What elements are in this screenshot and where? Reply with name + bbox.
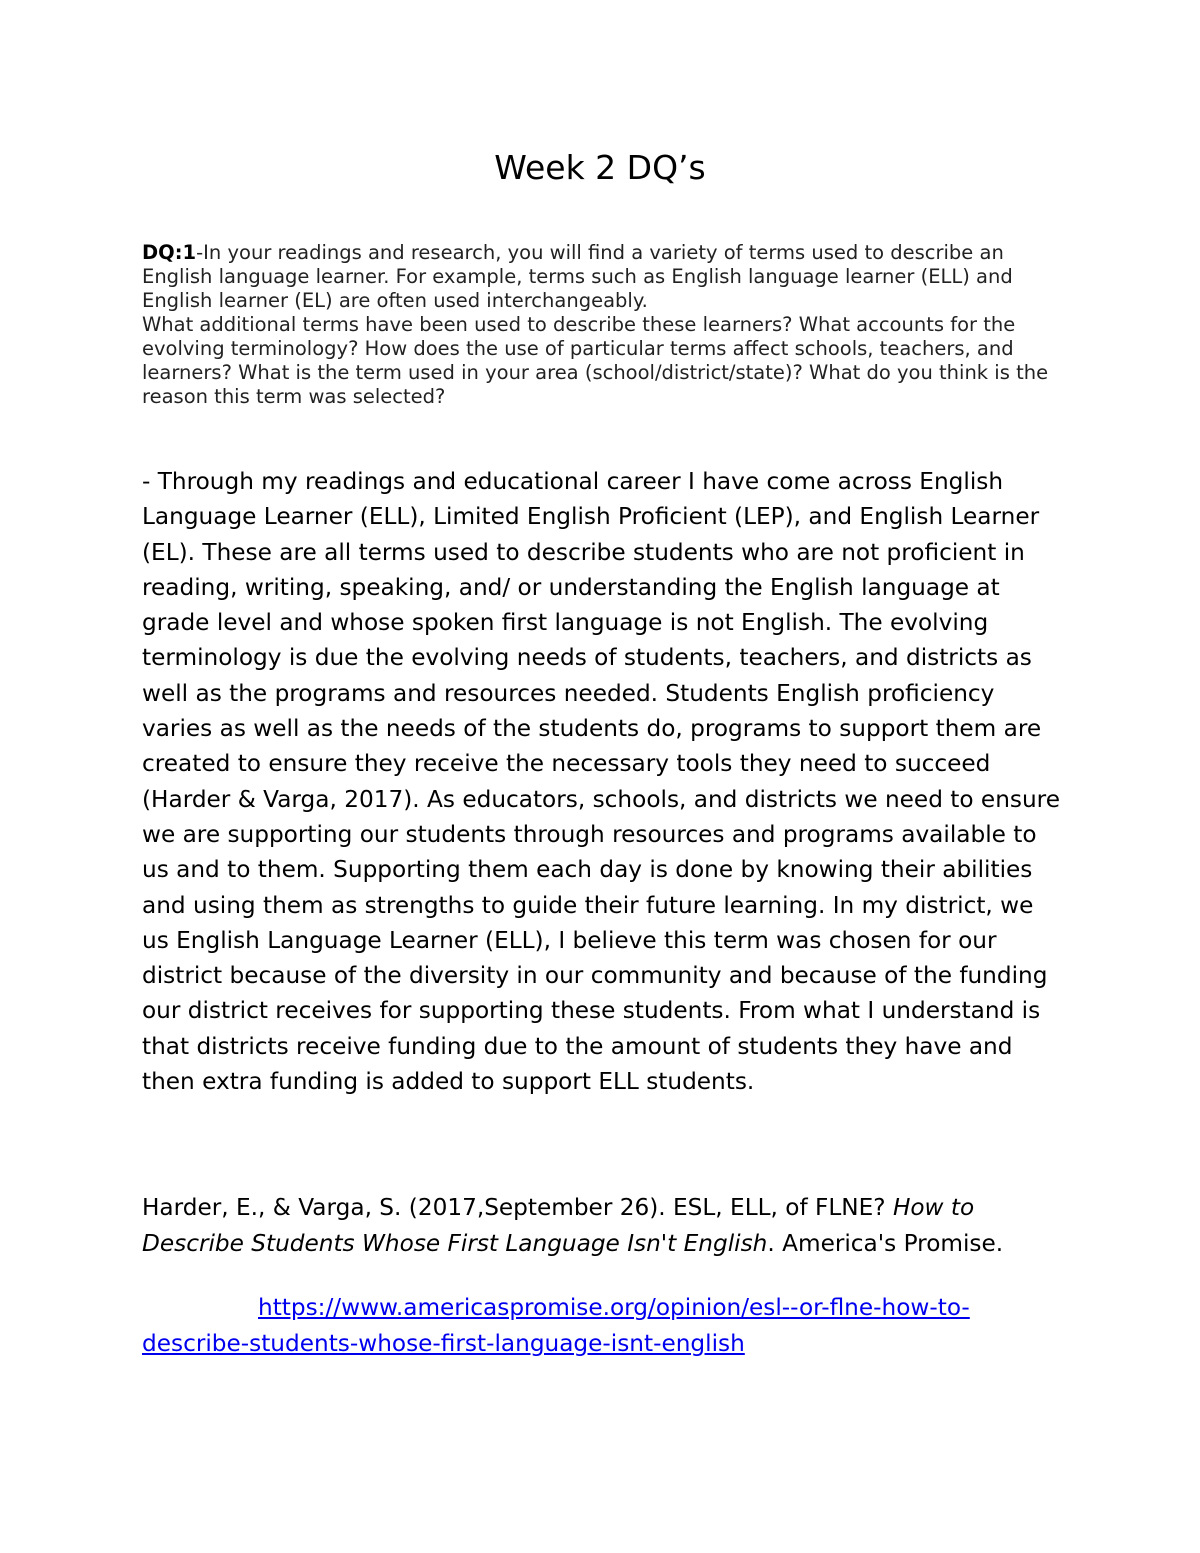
reference-citation [142,1190,1067,1261]
reference-url-link-part1[interactable]: https://www.americaspromise.org/opinion/esl--or-flne-how-to- [258,1294,970,1321]
prompt-text-1: -In your readings and research, you will find a variety of terms used to describe an English language learner. For example, terms such as English language learner (ELL) and English learner (EL) are often used interchangeably. [142,241,1013,312]
reference-url-link-part2[interactable]: describe-students-whose-first-language-isnt-english [142,1329,745,1357]
citation-authors: Harder, E., & Varga, S. (2017,September 26). ESL, ELL, of FLNE? [142,1194,893,1221]
page-title: Week 2 DQ’s [494,148,706,187]
citation-publisher: . America's Promise. [767,1229,1004,1257]
discussion-prompt [142,241,1072,409]
citation-title: How to Describe Students Whose First Language Isn't English [142,1194,975,1257]
prompt-paragraph-2: What additional terms have been used to describe these learners? What accounts for the evolving terminology? How does the use of particular terms affect schools, teachers, and learners? What is the term used in your area (school/district/state)? What do you think is the reason this term was selected? [142,313,1049,408]
answer-paragraph: - Through my readings and educational career I have come across English Language Learner (ELL), Limited English Proficient (LEP), and English Learner (EL). These are all terms used to describe students who are not proficient in reading, writing, speaking, and/ or understanding the English language at grade level and whose spoken first language is not English. The evolving terminology is due the evolving needs of students, teachers, and districts as well as the programs and resources needed. Students English proficiency varies as well as the needs of the students do, programs to support them are created to ensure they receive the necessary tools they need to succeed (Harder & Varga, 2017). As educators, schools, and districts we need to ensure we are supporting our students through resources and programs available to us and to them. Supporting them each day is done by knowing their abilities and using them as strengths to guide their future learning. In my district, we us English Language Learner (ELL), I believe this term was chosen for our district because of the diversity in our community and because of the funding our district receives for supporting these students. From what I understand is that districts receive funding due to the amount of students they have and then extra funding is added to support ELL students. [142,468,1060,1096]
prompt-paragraph-1 [142,241,1072,313]
dq-label: DQ:1 [142,241,197,264]
reference-link-block [142,1290,1067,1361]
